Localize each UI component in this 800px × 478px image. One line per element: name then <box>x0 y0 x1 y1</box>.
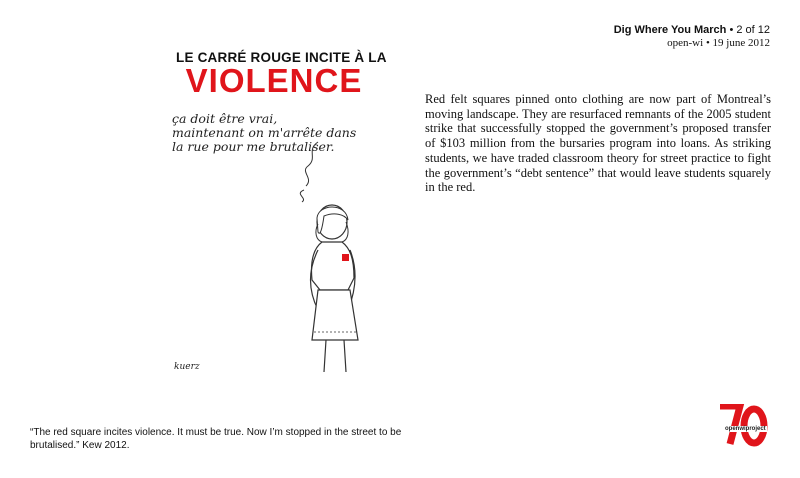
header-subline <box>614 37 770 50</box>
page-header <box>614 24 770 50</box>
poster-image <box>168 40 387 382</box>
publication-date: 19 june 2012 <box>712 37 770 49</box>
red-square-pin <box>342 254 349 261</box>
girl-skirt <box>312 290 358 340</box>
girl-torso <box>311 242 354 290</box>
thought-squiggle <box>305 142 318 186</box>
poster-headline-big: VIOLENCE <box>185 62 363 99</box>
publication-title: Dig Where You March <box>613 24 727 36</box>
header-title-line <box>614 24 770 37</box>
artist-signature: kuerz <box>174 362 200 372</box>
bullet-separator: • <box>729 24 737 36</box>
page-indicator: 2 of 12 <box>736 24 770 36</box>
thought-squiggle <box>300 190 304 202</box>
openwi-logo <box>718 404 768 450</box>
bullet-separator: • <box>705 37 713 49</box>
logo-text: openwiproject <box>725 426 766 432</box>
handwriting-line: ça doit être vrai, <box>172 111 278 126</box>
handwriting-line: la rue pour me brutaliser. <box>172 139 335 154</box>
article-body: Red felt squares pinned onto clothing are now part of Montreal’s moving landscape. They are resurfaced remnants of the 2005 student strike that successfully stopped the government’s proposed transfer of $103 million from the bursaries program into loans. As striking students, we have traded classroom theory for street practice to fight the government’s “debt sentence” that would leave students squarely in the red. <box>425 92 771 195</box>
girl-legs <box>324 340 346 372</box>
source-label: open-wi <box>667 37 704 49</box>
handwriting-line: maintenant on m'arrête dans <box>172 125 357 140</box>
image-caption: “The red square incites violence. It must be true. Now I’m stopped in the street to be brutalised.” Kew 2012. <box>30 427 402 451</box>
poster-headline: LE CARRÉ ROUGE INCITE À LA <box>176 50 387 65</box>
girl-drawing <box>168 140 380 372</box>
